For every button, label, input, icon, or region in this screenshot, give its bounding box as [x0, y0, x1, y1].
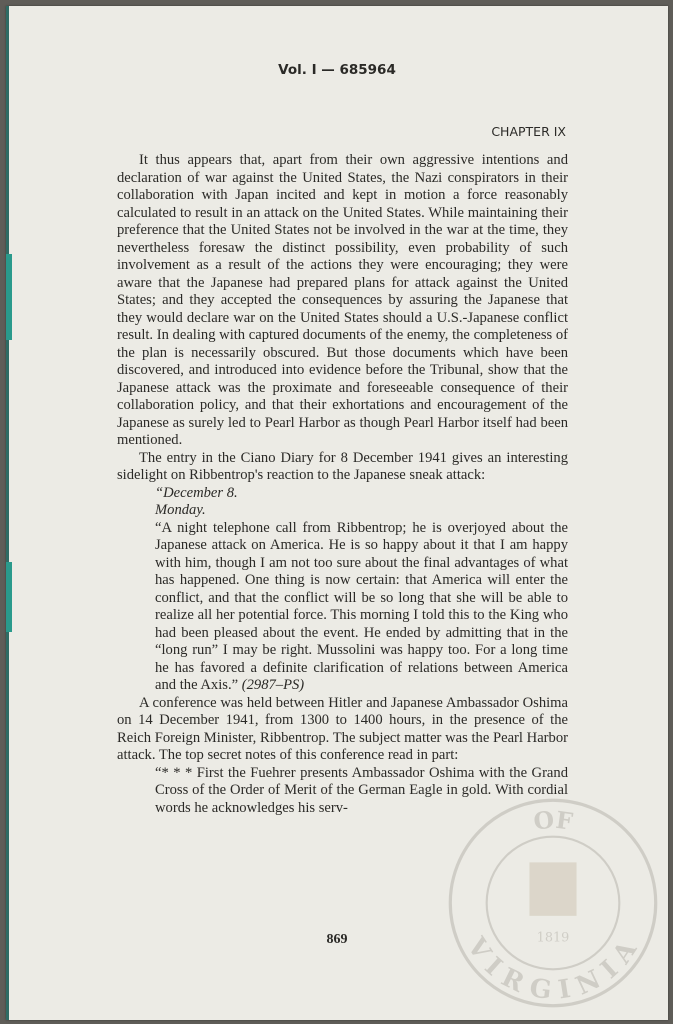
paragraph: The entry in the Ciano Diary for 8 December 1941 gives an interesting sidelight on Ribbentrop's reaction to the Japanese sneak attack: [117, 449, 568, 483]
chapter-label: CHAPTER IX [491, 124, 566, 139]
quote-body: “A night telephone call from Ribbentrop; he is overjoyed about the Japanese attack on America. He is so happy about it that I am happy with him, though I am not too sure about the final advantages of what has happened. One thing is now certain: that America will enter the conflict, and that the conflict will be so long that she will be able to realize all her potential force. This morning I told this to the King who had been pleased about the event. He ended by admitting that in the “long run” I may be right. Mussolini was happy too. For a long time he has favored a definite clarification of relations between America and the Axis.” [155, 519, 568, 693]
quote-citation: (2987–PS) [241, 677, 305, 693]
university-seal-watermark [446, 796, 660, 1010]
document-page [6, 6, 668, 1020]
svg-text:OF [532, 806, 575, 836]
quote-text: “* * * First the Fuehrer presents Ambassador Oshima with the Grand Cross of the Order of Merit of the German Eagle in gold. With cordial words he acknowledges his serv- [155, 764, 568, 816]
body-text [117, 152, 568, 817]
page-tab-marker [6, 254, 12, 340]
quote-text [155, 520, 568, 695]
seal-top-text: OF [532, 805, 575, 836]
seal-year: 1819 [536, 930, 570, 946]
block-quote [155, 485, 568, 695]
page-tab-marker [6, 562, 12, 632]
quote-day: Monday. [155, 502, 206, 518]
page-binding-edge [6, 6, 9, 1020]
seal-bottom-text: VIRGINIA [460, 932, 646, 1007]
paragraph: It thus appears that, apart from their own aggressive intentions and declaration of war against the United States, the Nazi conspirators in their collaboration with Japan incited and kept in motion a force reasonably calculated to result in an attack on the United States. While maintaining their preference that the United States not be involved in the war at the time, they nevertheless foresaw the distinct possibility, even probability of such involvement as a result of the actions they were encouraging; they were aware that the Japanese had prepared plans for attack against the United States; and they accepted the consequences by assuring the Japanese that they would declare war on the United States should a U.S.-Japanese conflict result. In dealing with captured documents of the enemy, the completeness of the plan is necessarily obscured. But those documents which have been discovered, and introduced into evidence before the Tribunal, show that the Japanese attack was the proximate and foreseeable consequence of their collaboration policy, and that their exhortations and encouragement of the Japanese as surely led to Pearl Harbor as though Pearl Harbor itself had been mentioned. [117, 152, 568, 448]
paragraph: A conference was held between Hitler and Japanese Ambassador Oshima on 14 December 1941, from 1300 to 1400 hours, in the presence of the Reich Foreign Minister, Ribbentrop. The subject matter was the Pearl Harbor attack. The top secret notes of this conference read in part: [117, 694, 568, 763]
page-number: 869 [326, 932, 348, 947]
quote-date: “December 8. [155, 484, 238, 501]
volume-header: Vol. I — 685964 [278, 62, 396, 78]
